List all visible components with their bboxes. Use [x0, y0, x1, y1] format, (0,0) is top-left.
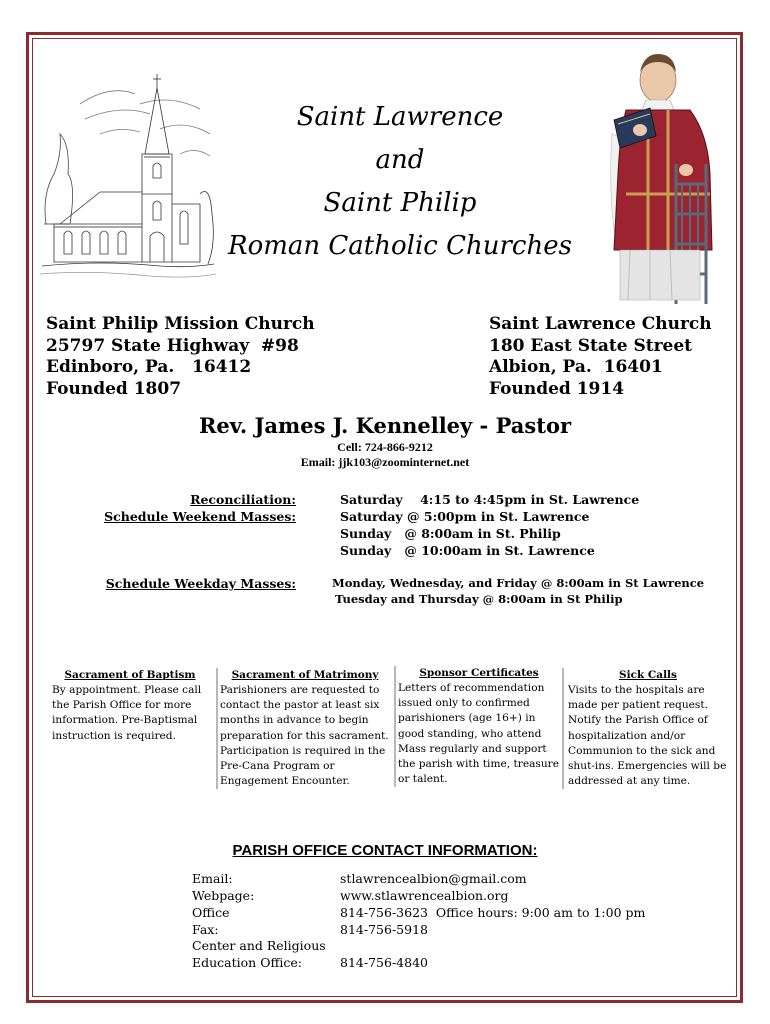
weekday-line-2: Tuesday and Thursday @ 8:00am in St Philip [335, 592, 623, 606]
pastor-email: Email: jjk103@zoominternet.net [300, 455, 470, 469]
baptism-text: By appointment. Please call the Parish Office for more information. Pre-Baptismal instruction is required. [52, 684, 202, 742]
title-line-3: Saint Philip [323, 188, 477, 218]
saint-philip-address-block [46, 314, 315, 400]
right-church-founded: Founded 1914 [489, 378, 625, 399]
office-fax-label: Fax: [192, 922, 219, 937]
office-email-value[interactable]: stlawrencealbion@gmail.com [340, 871, 527, 886]
title-line-4: Roman Catholic Churches [228, 231, 572, 261]
weekday-masses-label: Schedule Weekday Masses: [105, 576, 296, 591]
office-email-label: Email: [192, 871, 233, 886]
office-center-label-1: Center and Religious [192, 938, 326, 953]
office-center-label-2: Education Office: [192, 955, 302, 970]
parish-office-heading: PARISH OFFICE CONTACT INFORMATION: [232, 842, 538, 859]
office-fax-value: 814-756-5918 [340, 922, 428, 937]
pastor-name: Rev. James J. Kennelley - Pastor [198, 413, 572, 438]
office-webpage-value[interactable]: www.stlawrencealbion.org [340, 888, 509, 903]
baptism-section [52, 668, 208, 744]
weekend-line-3: Sunday @ 8:00am in St. Philip [340, 526, 561, 541]
churches-title [210, 96, 590, 268]
reconciliation-label: Reconciliation: [190, 492, 296, 507]
matrimony-text: Parishioners are requested to contact the pastor at least six months in advance to begin preparation for this sacrament. Participation is required in the Pre-Cana Program or Engagement Encounter. [220, 684, 389, 788]
left-church-street: 25797 State Highway #98 [46, 335, 299, 356]
left-church-city: Edinboro, Pa. 16412 [46, 357, 252, 377]
matrimony-heading: Sacrament of Matrimony [231, 669, 379, 681]
weekend-line-2: Saturday @ 5:00pm in St. Lawrence [340, 509, 590, 524]
baptism-heading: Sacrament of Baptism [64, 669, 196, 681]
pastor-cell: Cell: 724-866-9212 [337, 440, 433, 454]
left-church-name: Saint Philip Mission Church [46, 314, 315, 334]
right-church-city: Albion, Pa. 16401 [489, 357, 663, 377]
office-webpage-label: Webpage: [192, 888, 255, 903]
sponsor-text: Letters of recommendation issued only to confirmed parishioners (age 16+) in good standing, who attend Mass regularly and support the parish with time, treasure or talent. [398, 682, 559, 786]
title-line-1: Saint Lawrence [296, 102, 504, 132]
sponsor-section [394, 666, 560, 787]
sick-calls-heading: Sick Calls [619, 669, 677, 681]
office-center-value: 814-756-4840 [340, 955, 428, 970]
matrimony-section [216, 668, 390, 789]
weekend-line-1: Saturday 4:15 to 4:45pm in St. Lawrence [340, 492, 640, 507]
weekend-masses-label: Schedule Weekend Masses: [104, 509, 296, 524]
sponsor-heading: Sponsor Certificates [419, 667, 539, 679]
weekday-line-1: Monday, Wednesday, and Friday @ 8:00am in St Lawrence [332, 576, 705, 590]
saint-lawrence-statue-image [600, 44, 724, 308]
saint-lawrence-address-block [489, 314, 712, 400]
office-phone-value: 814-756-3623 Office hours: 9:00 am to 1:00 pm [340, 905, 646, 920]
right-church-name: Saint Lawrence Church [489, 314, 712, 334]
title-line-2: and [375, 145, 425, 175]
church-sketch-image [40, 74, 216, 288]
sick-calls-section [562, 668, 728, 789]
right-church-street: 180 East State Street [489, 335, 693, 356]
office-phone-label: Office [192, 905, 230, 920]
weekend-line-4: Sunday @ 10:00am in St. Lawrence [340, 543, 595, 558]
sick-calls-text: Visits to the hospitals are made per patient request. Notify the Parish Office of hospitalization and/or Communion to the sick and shut-ins. Emergencies will be addressed at any time. [568, 684, 727, 788]
left-church-founded: Founded 1807 [46, 378, 182, 399]
